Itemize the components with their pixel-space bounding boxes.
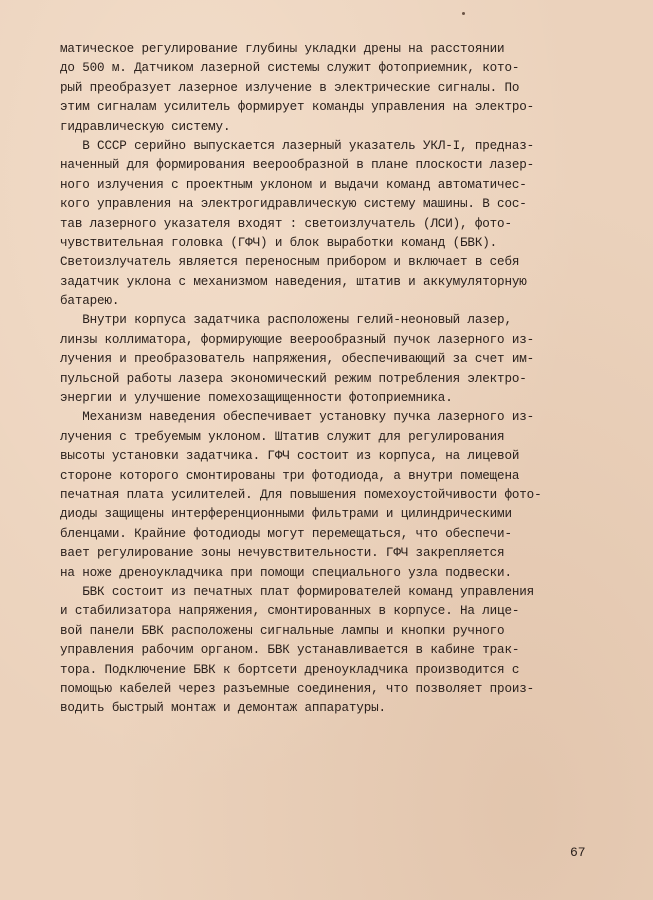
text-line: пульсной работы лазера экономический режим потребления электро- [60,371,527,386]
text-line: до 500 м. Датчиком лазерной системы служит фотоприемник, кото- [60,61,520,76]
text-line: Светоизлучатель является переносным прибором и включает в себя [60,255,520,270]
text-line: водить быстрый монтаж и демонтаж аппаратуры. [60,701,386,716]
text-line: высоты установки задатчика. ГФЧ состоит из корпуса, на лицевой [60,449,520,464]
text-line: этим сигналам усилитель формирует команды управления на электро- [60,100,535,115]
text-line: матическое регулирование глубины укладки дрены на расстоянии [60,42,505,56]
text-line: энергии и улучшение помехозащищенности фотоприемника. [60,391,453,406]
text-line: наченный для формирования веерообразной в плане плоскости лазер- [60,158,535,173]
text-line: управления рабочим органом. БВК устанавливается в кабине трак- [60,643,520,658]
text-line: вает регулирование зоны нечувствительности. ГФЧ закрепляется [60,546,505,561]
text-line: батарею. [60,294,120,309]
text-line: на ноже дреноукладчика при помощи специального узла подвески. [60,565,512,580]
text-line: помощью кабелей через разъемные соединения, что позволяет произ- [60,681,535,696]
text-line: задатчик уклона с механизмом наведения, штатив и аккумуляторную [60,274,527,289]
text-line: кого управления на электрогидравлическую систему машины. В сос- [60,197,527,212]
text-line: Внутри корпуса задатчика расположены гелий-неоновый лазер, [60,313,512,328]
text-line: ного излучения с проектным уклоном и выдачи команд автоматичес- [60,177,527,192]
text-line: бленцами. Крайние фотодиоды могут перемещаться, что обеспечи- [60,526,512,541]
text-line: В СССР серийно выпускается лазерный указатель УКЛ-I, предназ- [60,138,535,153]
paper-speck [462,12,465,15]
text-line: Механизм наведения обеспечивает установку пучка лазерного из- [60,410,535,425]
text-line: печатная плата усилителей. Для повышения помехоустойчивости фото- [60,487,542,502]
text-line: диоды защищены интерференционными фильтрами и цилиндрическими [60,507,512,522]
text-line: тав лазерного указателя входят : светоизлучатель (ЛСИ), фото- [60,216,512,231]
body-text [60,40,620,719]
text-line: чувствительная головка (ГФЧ) и блок выработки команд (БВК). [60,235,498,250]
page-number: 67 [570,845,586,860]
text-line: лучения и преобразователь напряжения, обеспечивающий за счет им- [60,352,535,367]
text-line: рый преобразует лазерное излучение в электрические сигналы. По [60,80,520,95]
text-line: гидравлическую систему. [60,119,231,134]
text-line: и стабилизатора напряжения, смонтированных в корпусе. На лице- [60,604,520,619]
text-line: тора. Подключение БВК к бортсети дреноукладчика производится с [60,662,520,677]
text-line: стороне которого смонтированы три фотодиода, а внутри помещена [60,468,520,483]
text-line: вой панели БВК расположены сигнальные лампы и кнопки ручного [60,623,505,638]
text-line: линзы коллиматора, формирующие веерообразный пучок лазерного из- [60,332,535,347]
text-line: лучения с требуемым уклоном. Штатив служит для регулирования [60,429,505,444]
text-line: БВК состоит из печатных плат формирователей команд управления [60,584,535,599]
